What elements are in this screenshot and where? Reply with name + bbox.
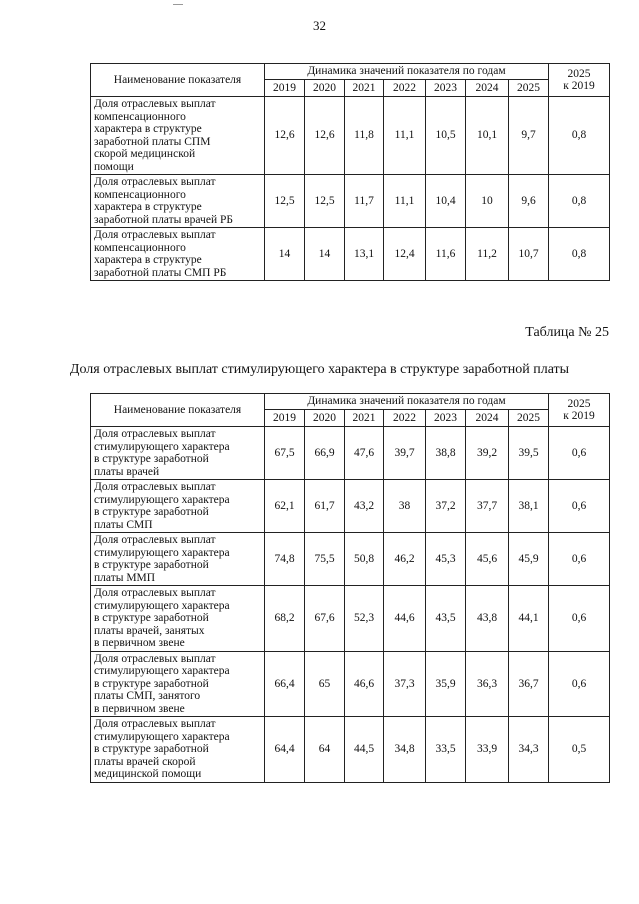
indicator-name-line: Доля отраслевых выплат: [94, 481, 216, 493]
value-cell: 38: [384, 480, 426, 533]
value-cell: 12,6: [305, 97, 345, 175]
indicator-name-line: помощи: [94, 160, 134, 173]
value-cell: 12,4: [384, 228, 426, 281]
indicator-name-line: платы СМП, занятого: [94, 690, 201, 702]
indicator-name-line: платы ММП: [94, 571, 156, 584]
value-cell: 35,9: [426, 651, 466, 717]
indicator-name-line: стимулирующего характера: [94, 546, 230, 559]
table-caption: Таблица № 25: [525, 325, 609, 340]
value-cell: 62,1: [265, 480, 305, 533]
header-name: Наименование показателя: [91, 394, 265, 427]
indicator-name-line: стимулирующего характера: [94, 440, 230, 453]
ratio-cell: 0,6: [549, 586, 610, 652]
value-cell: 10,4: [426, 175, 466, 228]
value-cell: 44,5: [345, 717, 384, 783]
value-cell: 33,9: [466, 717, 509, 783]
value-cell: 61,7: [305, 480, 345, 533]
indicator-name-line: в структуре заработной: [94, 453, 209, 465]
indicator-name-line: платы врачей скорой: [94, 755, 196, 768]
indicator-name: [91, 717, 265, 783]
indicator-name: [91, 586, 265, 652]
value-cell: 14: [265, 228, 305, 281]
table-row: [91, 717, 610, 783]
value-cell: 39,2: [466, 427, 509, 480]
value-cell: 10: [466, 175, 509, 228]
header-dynamics: Динамика значений показателя по годам: [265, 64, 549, 80]
value-cell: 9,6: [509, 175, 549, 228]
stimulating-table: [90, 393, 610, 783]
indicator-name: [91, 480, 265, 533]
value-cell: 12,5: [305, 175, 345, 228]
indicator-name-line: стимулирующего характера: [94, 665, 230, 677]
value-cell: 37,3: [384, 651, 426, 717]
ratio-cell: 0,6: [549, 427, 610, 480]
value-cell: 46,2: [384, 533, 426, 586]
header-ratio: 2025 к 2019: [549, 64, 610, 97]
indicator-name-line: стимулирующего характера: [94, 493, 230, 506]
indicator-name-line: Доля отраслевых выплат: [94, 587, 216, 599]
value-cell: 11,6: [426, 228, 466, 281]
year-header: 2025: [509, 80, 549, 97]
indicator-name-line: скорой медицинской: [94, 148, 196, 160]
indicator-name: [91, 228, 265, 281]
value-cell: 39,7: [384, 427, 426, 480]
value-cell: 14: [305, 228, 345, 281]
year-header: 2022: [384, 80, 426, 97]
table-title: Доля отраслевых выплат стимулирующего характера в структуре заработной платы: [69, 362, 570, 377]
value-cell: 75,5: [305, 533, 345, 586]
value-cell: 45,3: [426, 533, 466, 586]
value-cell: 44,1: [509, 586, 549, 652]
indicator-name: [91, 651, 265, 717]
ratio-cell: 0,5: [549, 717, 610, 783]
year-header: 2021: [345, 80, 384, 97]
value-cell: 45,6: [466, 533, 509, 586]
indicator-name-line: Доля отраслевых выплат: [94, 176, 216, 188]
indicator-name-line: в структуре заработной: [94, 612, 209, 624]
indicator-name-line: Доля отраслевых выплат: [94, 718, 216, 730]
indicator-name-line: в структуре заработной: [94, 677, 209, 690]
ratio-cell: 0,6: [549, 651, 610, 717]
indicator-name-line: Доля отраслевых выплат: [94, 428, 216, 440]
indicator-name-line: в структуре заработной: [94, 559, 209, 571]
table-row: [91, 533, 610, 586]
value-cell: 43,2: [345, 480, 384, 533]
value-cell: 34,8: [384, 717, 426, 783]
indicator-name-line: в первичном звене: [94, 702, 185, 715]
table-row: [91, 427, 610, 480]
header-name: Наименование показателя: [91, 64, 265, 97]
value-cell: 64: [305, 717, 345, 783]
value-cell: 37,2: [426, 480, 466, 533]
year-header: 2021: [345, 410, 384, 427]
indicator-name-line: платы врачей: [94, 465, 160, 478]
value-cell: 45,9: [509, 533, 549, 586]
ratio-cell: 0,6: [549, 480, 610, 533]
table-row: [91, 586, 610, 652]
table-row: [91, 480, 610, 533]
year-header: 2024: [466, 80, 509, 97]
indicator-name: [91, 533, 265, 586]
value-cell: 38,8: [426, 427, 466, 480]
indicator-name-line: платы СМП: [94, 518, 153, 531]
indicator-name-line: в структуре заработной: [94, 506, 209, 518]
indicator-name-line: Доля отраслевых выплат: [94, 652, 216, 665]
value-cell: 9,7: [509, 97, 549, 175]
value-cell: 12,5: [265, 175, 305, 228]
value-cell: 37,7: [466, 480, 509, 533]
indicator-name-line: заработной платы СМП РБ: [94, 266, 227, 279]
value-cell: 10,1: [466, 97, 509, 175]
indicator-name-line: характера в структуре: [94, 254, 202, 266]
year-header: 2024: [466, 410, 509, 427]
year-header: 2022: [384, 410, 426, 427]
indicator-name-line: характера в структуре: [94, 201, 202, 213]
value-cell: 44,6: [384, 586, 426, 652]
value-cell: 66,4: [265, 651, 305, 717]
year-header: 2019: [265, 410, 305, 427]
indicator-name: [91, 97, 265, 175]
value-cell: 12,6: [265, 97, 305, 175]
table-row: [91, 228, 610, 281]
ratio-cell: 0,8: [549, 97, 610, 175]
header-dynamics: Динамика значений показателя по годам: [265, 394, 549, 410]
value-cell: 43,5: [426, 586, 466, 652]
year-header: 2020: [305, 410, 345, 427]
page-number: 32: [313, 18, 326, 33]
value-cell: 13,1: [345, 228, 384, 281]
year-header: 2019: [265, 80, 305, 97]
indicator-name: [91, 427, 265, 480]
scan-mark: [173, 4, 183, 5]
value-cell: 43,8: [466, 586, 509, 652]
value-cell: 47,6: [345, 427, 384, 480]
table-row: [91, 651, 610, 717]
year-header: 2020: [305, 80, 345, 97]
indicator-name-line: стимулирующего характера: [94, 599, 230, 612]
value-cell: 46,6: [345, 651, 384, 717]
value-cell: 64,4: [265, 717, 305, 783]
indicator-name-line: заработной платы СПМ: [94, 135, 211, 148]
value-cell: 36,7: [509, 651, 549, 717]
value-cell: 66,9: [305, 427, 345, 480]
value-cell: 34,3: [509, 717, 549, 783]
indicator-name-line: в первичном звене: [94, 637, 185, 649]
indicator-name-line: компенсационного: [94, 241, 186, 254]
value-cell: 52,3: [345, 586, 384, 652]
year-header: 2023: [426, 410, 466, 427]
value-cell: 67,6: [305, 586, 345, 652]
indicator-name-line: платы врачей, занятых: [94, 624, 205, 637]
indicator-name-line: стимулирующего характера: [94, 730, 230, 743]
value-cell: 11,2: [466, 228, 509, 281]
year-header: 2025: [509, 410, 549, 427]
value-cell: 74,8: [265, 533, 305, 586]
value-cell: 39,5: [509, 427, 549, 480]
value-cell: 11,1: [384, 175, 426, 228]
ratio-cell: 0,8: [549, 228, 610, 281]
value-cell: 65: [305, 651, 345, 717]
header-ratio: 2025 к 2019: [549, 394, 610, 427]
value-cell: 11,8: [345, 97, 384, 175]
year-header: 2023: [426, 80, 466, 97]
indicator-name-line: компенсационного: [94, 188, 186, 201]
indicator-name-line: Доля отраслевых выплат: [94, 229, 216, 241]
indicator-name-line: Доля отраслевых выплат: [94, 534, 216, 546]
indicator-name-line: компенсационного: [94, 110, 186, 123]
ratio-cell: 0,6: [549, 533, 610, 586]
value-cell: 11,1: [384, 97, 426, 175]
indicator-name: [91, 175, 265, 228]
value-cell: 10,5: [426, 97, 466, 175]
value-cell: 36,3: [466, 651, 509, 717]
indicator-name-line: в структуре заработной: [94, 743, 209, 755]
table-row: [91, 175, 610, 228]
value-cell: 38,1: [509, 480, 549, 533]
indicator-name-line: характера в структуре: [94, 123, 202, 135]
table-row: [91, 97, 610, 175]
indicator-name-line: заработной платы врачей РБ: [94, 213, 233, 226]
value-cell: 11,7: [345, 175, 384, 228]
value-cell: 33,5: [426, 717, 466, 783]
indicator-name-line: Доля отраслевых выплат: [94, 98, 216, 110]
value-cell: 68,2: [265, 586, 305, 652]
indicator-name-line: медицинской помощи: [94, 768, 202, 780]
value-cell: 67,5: [265, 427, 305, 480]
value-cell: 10,7: [509, 228, 549, 281]
value-cell: 50,8: [345, 533, 384, 586]
ratio-cell: 0,8: [549, 175, 610, 228]
compensation-table: [90, 63, 610, 281]
